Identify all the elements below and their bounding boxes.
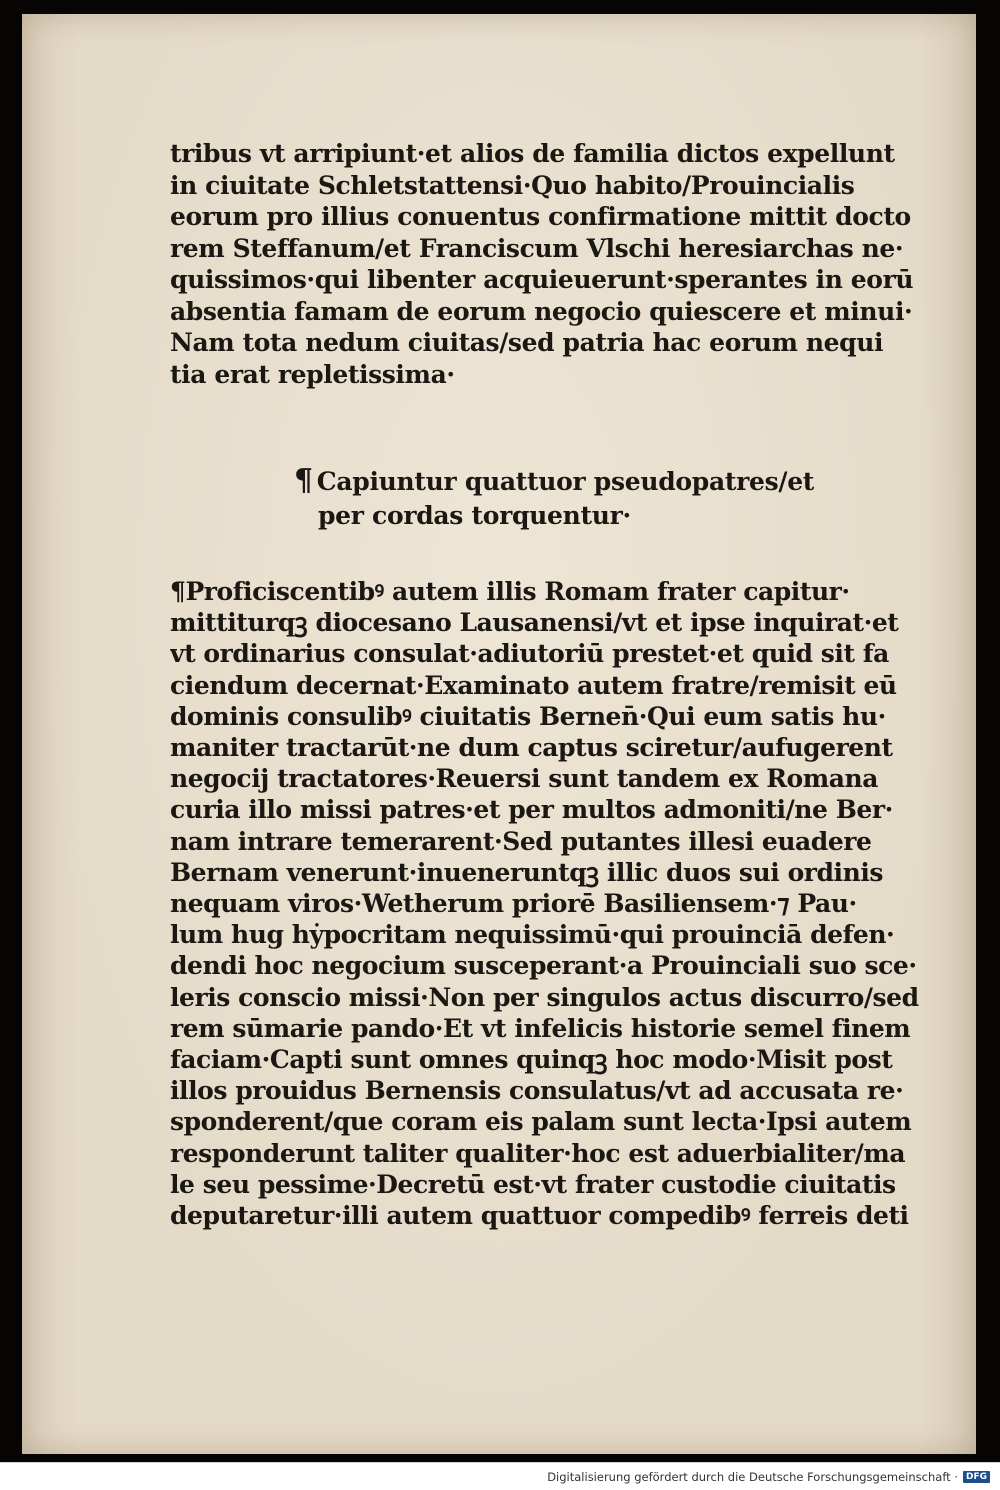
text-line: ¶Proficiscentibꝰ autem illis Romam frater capitur· (170, 577, 850, 606)
text-line: absentia famam de eorum negocio quiescere et minui· (170, 296, 913, 326)
text-line: quissimos·qui libenter acquieuerunt·sperantes in eorū (170, 265, 914, 294)
text-line: in ciuitate Schletstattensi·Quo habito/Prouincialis (170, 170, 855, 200)
text-line: tribus vt arripiunt·et alios de familia dictos expellunt (170, 139, 895, 168)
text-line: illos prouidus Bernensis consulatus/vt ad accusata re· (170, 1076, 904, 1106)
text-line: rem Steffanum/et Franciscum Vlschi heresiarchas ne· (170, 233, 904, 263)
pilcrow-mark: ¶ (294, 464, 313, 498)
text-line: sponderent/que coram eis palam sunt lecta·Ipsi autem (170, 1107, 912, 1137)
text-line: Bernam venerunt·inueneruntqꝫ illic duos sui ordinis (170, 857, 883, 887)
text-line: tia erat repletissima· (170, 359, 455, 389)
text-line: lum hug hẏpocritam nequissimū·qui prouinciā defen· (170, 920, 895, 950)
funding-footer (0, 1462, 1000, 1490)
text-line: Nam tota nedum ciuitas/sed patria hac eorum nequi (170, 328, 884, 357)
paragraph-1 (170, 138, 940, 390)
text-line: maniter tractarūt·ne dum captus sciretur/aufugerent (170, 733, 893, 763)
paragraph-2 (170, 576, 940, 1231)
text-line: vt ordinarius consulat·adiutoriū prestet·et quid sit fa (170, 639, 889, 669)
book-page (22, 14, 976, 1454)
text-line: nequam viros·Wetherum priorē Basiliensem·⁊ Pau· (170, 889, 857, 919)
text-line: ciendum decernat·Examinato autem fratre/remisit eū (170, 670, 897, 700)
text-line: le seu pessime·Decretū est·vt frater custodie ciuitatis (170, 1169, 896, 1199)
text-line: deputaretur·illi autem quattuor compedibꝰ ferreis deti (170, 1201, 909, 1231)
text-line: eorum pro illius conuentus confirmatione mittit docto (170, 202, 911, 231)
text-line: dendi hoc negocium susceperant·a Prouinciali suo sce· (170, 951, 917, 981)
text-line: mittiturqꝫ diocesano Lausanensi/vt et ipse inquirat·et (170, 608, 899, 638)
text-line: responderunt taliter qualiter·hoc est aduerbialiter/ma (170, 1138, 906, 1168)
heading-line-2: per cordas torquentur· (318, 501, 631, 530)
text-line: dominis consulibꝰ ciuitatis Bernen̄·Qui eum satis hu· (170, 701, 886, 731)
heading-text: Capiuntur quattuor pseudopatres/et (316, 467, 815, 496)
text-line: nam intrare temerarent·Sed putantes illesi euadere (170, 826, 872, 856)
text-line: curia illo missi patres·et per multos admoniti/ne Ber· (170, 795, 893, 825)
heading-line-1 (294, 464, 894, 499)
text-line: leris conscio missi·Non per singulos actus discurro/sed (170, 982, 919, 1012)
chapter-heading (294, 464, 894, 533)
text-line: negocij tractatores·Reuersi sunt tandem ex Romana (170, 764, 878, 794)
dfg-logo[interactable]: DFG (963, 1471, 990, 1483)
funding-notice: Digitalisierung gefördert durch die Deutsche Forschungsgemeinschaft · (547, 1469, 958, 1484)
text-line: faciam·Capti sunt omnes quinqꝫ hoc modo·Misit post (170, 1045, 893, 1075)
text-line: rem sūmarie pando·Et vt infelicis historie semel finem (170, 1013, 911, 1043)
